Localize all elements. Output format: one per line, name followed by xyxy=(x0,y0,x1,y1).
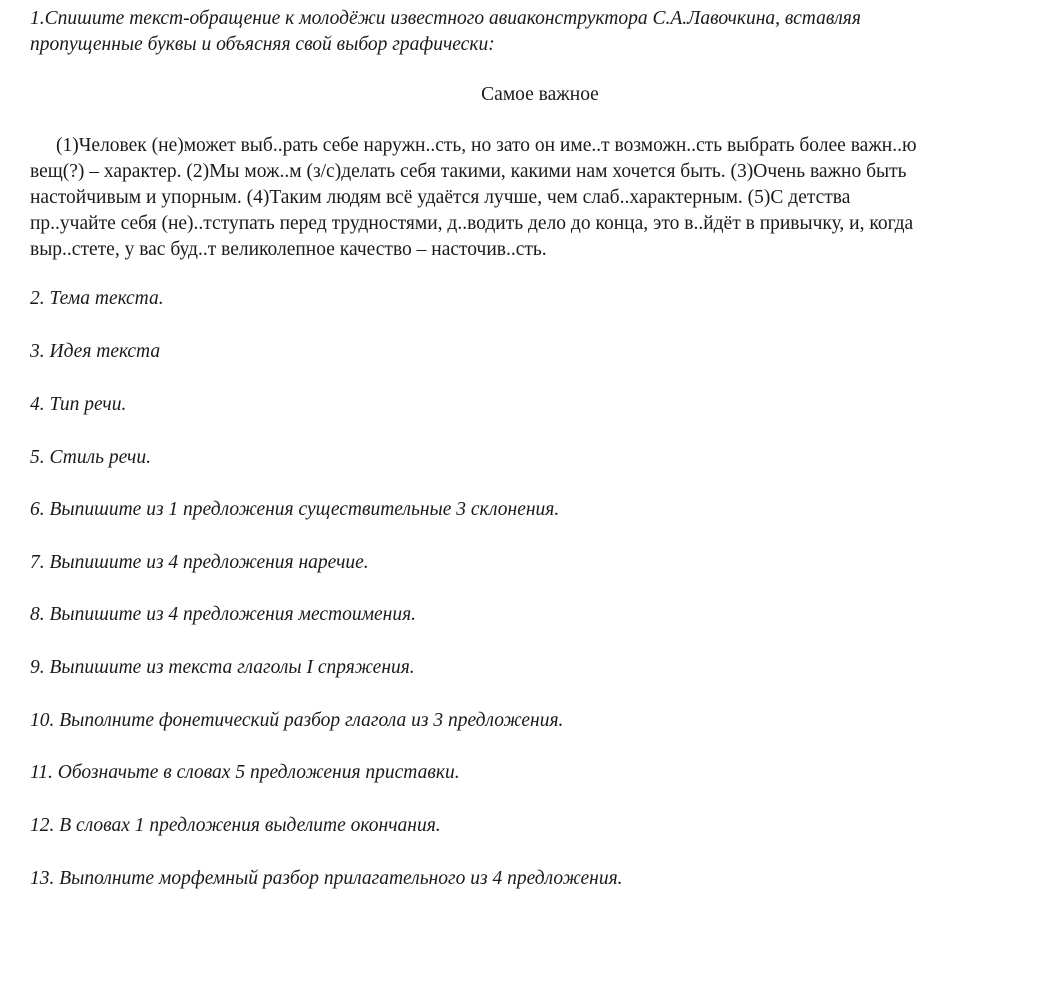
question-5: 5. Стиль речи. xyxy=(30,447,151,468)
instruction-line-2: пропущенные буквы и объясняя свой выбор графически: xyxy=(30,34,495,55)
text-body xyxy=(30,133,1030,263)
question-9: 9. Выпишите из текста глаголы I спряжения. xyxy=(30,657,415,678)
question-7: 7. Выпишите из 4 предложения наречие. xyxy=(30,552,369,573)
question-4: 4. Тип речи. xyxy=(30,394,127,415)
question-12: 12. В словах 1 предложения выделите окончания. xyxy=(30,815,441,836)
question-10: 10. Выполните фонетический разбор глагола из 3 предложения. xyxy=(30,710,564,731)
body-line-3: настойчивым и упорным. (4)Таким людям всё удаётся лучше, чем слаб..характерным. (5)С детства xyxy=(30,187,851,208)
question-11: 11. Обозначьте в словах 5 предложения приставки. xyxy=(30,762,460,783)
body-line-5: выр..стете, у вас буд..т великолепное качество – насточив..сть. xyxy=(30,239,547,260)
text-title: Самое важное xyxy=(481,84,599,105)
question-13: 13. Выполните морфемный разбор прилагательного из 4 предложения. xyxy=(30,868,623,889)
body-line-4: пр..учайте себя (не)..тступать перед трудностями, д..водить дело до конца, это в..йдёт в привычку, и, когда xyxy=(30,213,914,234)
instruction-line-1: 1.Спишите текст-обращение к молодёжи известного авиаконструктора С.А.Лавочкина, вставляя xyxy=(30,8,861,29)
body-line-1: (1)Человек (не)может выб..рать себе наружн..сть, но зато он име..т возможн..сть выбрать более важн..ю xyxy=(56,135,917,156)
task-instruction xyxy=(30,6,1030,58)
question-6: 6. Выпишите из 1 предложения существительные 3 склонения. xyxy=(30,499,560,520)
question-8: 8. Выпишите из 4 предложения местоимения. xyxy=(30,604,417,625)
body-line-2: вещ(?) – характер. (2)Мы мож..м (з/с)делать себя такими, какими нам хочется быть. (3)Очень важно быть xyxy=(30,161,907,182)
question-2: 2. Тема текста. xyxy=(30,288,164,309)
question-3: 3. Идея текста xyxy=(30,341,161,362)
